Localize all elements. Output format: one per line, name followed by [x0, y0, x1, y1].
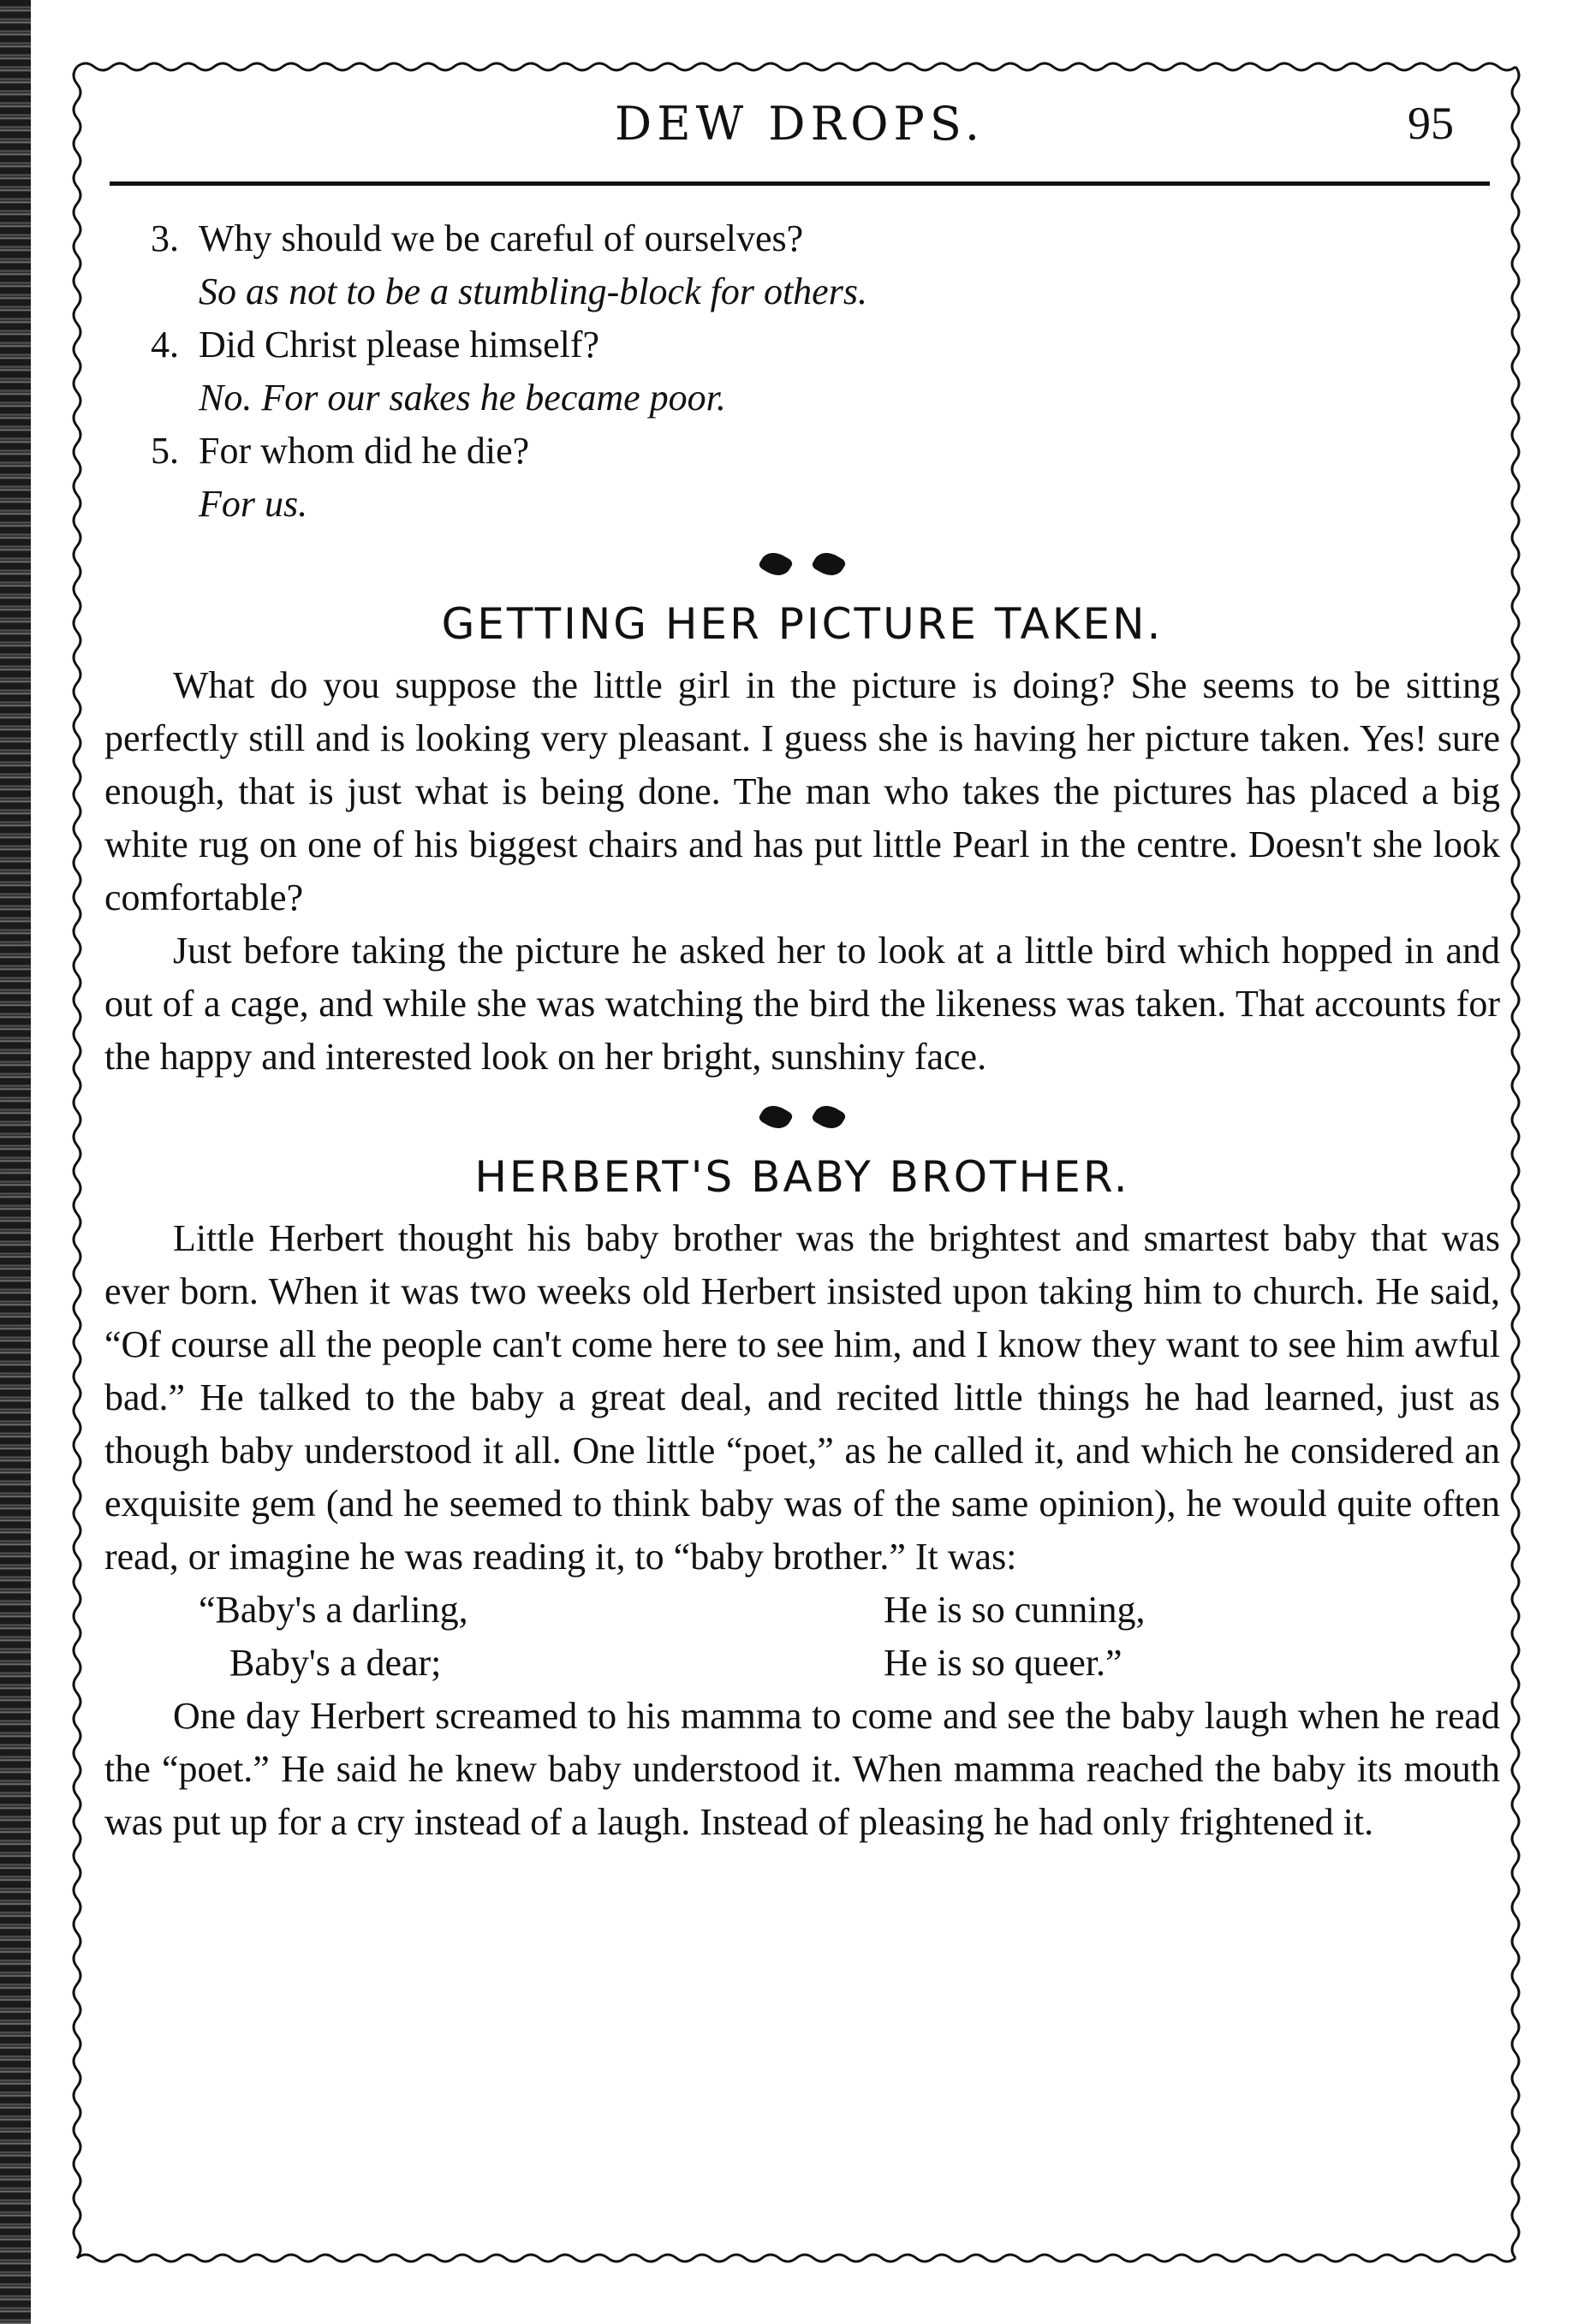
question-item — [104, 425, 1500, 478]
answer-text: No. For our sakes he became poor. — [199, 377, 726, 419]
poem-line: Baby's a dear; — [229, 1642, 442, 1684]
leaf-ornament — [104, 534, 1500, 587]
page-content — [104, 212, 1500, 1849]
leaf-icon — [811, 547, 847, 581]
header-rule — [110, 181, 1490, 186]
page-frame — [68, 50, 1531, 2275]
question-item — [104, 212, 1500, 265]
question-item — [104, 318, 1500, 371]
poem-line: He is so queer.” — [884, 1642, 1122, 1684]
question-number: 5. — [151, 430, 179, 472]
poem — [104, 1584, 1500, 1690]
poem-line: “Baby's a darling, — [199, 1589, 468, 1631]
question-text: Did Christ please himself? — [199, 324, 600, 366]
leaf-ornament — [104, 1087, 1500, 1140]
paragraph: Little Herbert thought his baby brother was the brightest and smartest baby that was ever born. When it was two weeks old Herbert insisted upon taking him to church. He said, “Of course all the people can't come here to see him, and I know they want to see him awful bad.” He talked to the baby a great deal, and recited little things he had learned, just as though baby understood it all. One little “poet,” as he called it, and which he considered an exquisite gem (and he seemed to think baby was of the same opinion), he would quite often read, or imagine he was reading it, to “baby brother.” It was: — [104, 1217, 1500, 1578]
paragraph: One day Herbert screamed to his mamma to come and see the baby laugh when he read the “poet.” He said he knew baby understood it. When mamma reached the baby its mouth was put up for a cry instead of a laugh. Instead of pleasing he had only frightened it. — [104, 1695, 1500, 1843]
question-number: 4. — [151, 324, 179, 366]
paragraph: What do you suppose the little girl in the picture is doing? She seems to be sitting perfectly still and is looking very pleasant. I guess she is having her picture taken. Yes! sure enough, that is just what is being done. The man who takes the pictures has placed a big white rug on one of his biggest chairs and has put little Pearl in the centre. Doesn't she look comfortable? — [104, 664, 1500, 918]
page-number: 95 — [1408, 98, 1454, 149]
question-number: 3. — [151, 217, 179, 259]
page-header — [68, 97, 1531, 182]
leaf-icon — [758, 547, 794, 581]
question-text: Why should we be careful of ourselves? — [199, 217, 804, 259]
answer-text: So as not to be a stumbling-block for others. — [199, 270, 867, 312]
running-title: DEW DROPS. — [614, 97, 985, 151]
answer-text: For us. — [199, 483, 308, 525]
question-list — [104, 212, 1500, 531]
question-text: For whom did he die? — [199, 430, 530, 472]
book-spine-edge — [0, 0, 31, 2324]
poem-line: He is so cunning, — [884, 1589, 1146, 1631]
paragraph: Just before taking the picture he asked her to look at a little bird which hopped in and out of a cage, and while she was watching the bird the likeness was taken. That accounts for the happy and interested look on her bright, sunshiny face. — [104, 930, 1500, 1078]
leaf-icon — [758, 1100, 794, 1134]
leaf-icon — [811, 1100, 847, 1134]
section-title: HERBERT'S BABY BROTHER. — [474, 1152, 1130, 1202]
section-title: GETTING HER PICTURE TAKEN. — [441, 599, 1164, 649]
